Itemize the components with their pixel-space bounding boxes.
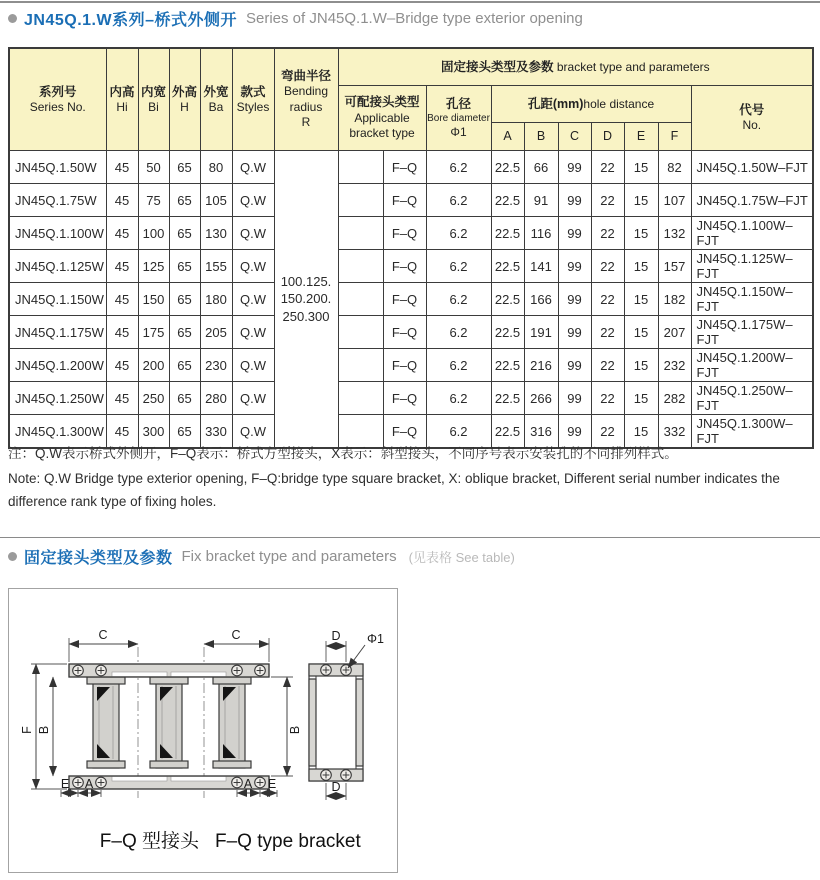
cell-bracket-spacer [338,349,383,382]
cell-hole-a: 22.5 [491,415,524,449]
cell-hole-f: 132 [658,217,691,250]
cell-hole-d: 22 [591,349,624,382]
col-hi-en: Hi [116,99,128,114]
cell-hole-b: 191 [524,316,558,349]
col-header-bending-radius [274,48,338,151]
col-bore-sub: Φ1 [450,124,467,139]
cell-bore: 6.2 [426,382,491,415]
col-ba-en: Ba [208,99,224,114]
col-bore-zh: 孔径 [445,96,471,111]
cell-hole-d: 22 [591,217,624,250]
side-view [309,664,363,781]
dim-d-bottom [326,780,346,800]
dim-b-left [37,677,53,776]
col-header-applicable [338,86,426,151]
cell-h: 65 [169,316,200,349]
cell-hi: 45 [106,382,138,415]
cell-series: JN45Q.1.75W [9,184,106,217]
cell-hole-f: 82 [658,151,691,184]
cell-bore: 6.2 [426,151,491,184]
cell-hole-b: 66 [524,151,558,184]
cell-hole-e: 15 [624,382,658,415]
cell-series: JN45Q.1.250W [9,382,106,415]
cell-ba: 230 [200,349,232,382]
cell-hole-d: 22 [591,316,624,349]
cell-hole-b: 91 [524,184,558,217]
page-top-rule [0,1,820,3]
cell-hole-b: 266 [524,382,558,415]
cell-bracket-spacer [338,184,383,217]
col-bend-en2: radius [289,99,323,114]
bracket-diagram [8,588,398,873]
cell-hole-a: 22.5 [491,283,524,316]
col-header-hole-f: F [658,123,691,151]
spec-table [8,47,814,449]
cell-h: 65 [169,283,200,316]
cell-style: Q.W [232,316,274,349]
dim-b-right [271,677,302,776]
cell-hole-c: 99 [558,382,591,415]
cell-bracket: F–Q [383,283,426,316]
cell-hole-e: 15 [624,316,658,349]
cell-bracket: F–Q [383,151,426,184]
cell-bending-radius: 100.125. 150.200. 250.300 [274,151,338,449]
col-hi-zh: 内高 [109,84,135,99]
cell-hole-b: 166 [524,283,558,316]
cell-hi: 45 [106,184,138,217]
cell-bore: 6.2 [426,415,491,449]
cell-series: JN45Q.1.50W [9,151,106,184]
cell-hole-c: 99 [558,415,591,449]
cell-code: JN45Q.1.150W–FJT [691,283,813,316]
cell-series: JN45Q.1.125W [9,250,106,283]
col-header-hole-b: B [524,123,558,151]
cell-hole-f: 332 [658,415,691,449]
col-header-series [9,48,106,151]
section1-title-zh: JN45Q.1.W系列–桥式外侧开 [24,12,237,29]
cell-hole-e: 15 [624,151,658,184]
spec-table-body [9,151,813,449]
cell-hole-c: 99 [558,250,591,283]
cell-series: JN45Q.1.100W [9,217,106,250]
cell-h: 65 [169,217,200,250]
col-styles-en: Styles [236,99,270,114]
col-appl-en2: bracket type [349,126,415,141]
table-row [9,316,813,349]
cell-bracket: F–Q [383,382,426,415]
section2-title-en: Fix bracket type and parameters [181,548,397,565]
cell-style: Q.W [232,250,274,283]
cell-bi: 50 [138,151,169,184]
cell-hi: 45 [106,250,138,283]
cell-hole-d: 22 [591,151,624,184]
cell-bracket: F–Q [383,316,426,349]
col-code-en: No. [742,118,762,133]
cell-hole-c: 99 [558,184,591,217]
cell-hole-a: 22.5 [491,349,524,382]
cell-bracket: F–Q [383,349,426,382]
dim-label-d: D [331,780,341,794]
diagram-caption-en: F–Q type bracket [215,831,361,852]
col-header-hole-e: E [624,123,658,151]
cell-bi: 100 [138,217,169,250]
cell-bracket: F–Q [383,184,426,217]
cell-hole-c: 99 [558,217,591,250]
col-header-ba [200,48,232,151]
cell-hole-d: 22 [591,382,624,415]
col-h-en: H [180,99,189,114]
col-bend-en3: R [301,115,311,130]
notes-block [8,442,814,513]
cell-hi: 45 [106,349,138,382]
cell-hole-c: 99 [558,316,591,349]
group-header-zh: 固定接头类型及参数 [441,59,554,74]
bullet-icon [8,552,17,561]
table-row [9,283,813,316]
col-header-h [169,48,200,151]
cell-hole-a: 22.5 [491,217,524,250]
col-h-zh: 外高 [171,84,197,99]
col-header-hole-distance [491,86,691,123]
col-ba-zh: 外宽 [203,84,229,99]
col-code-zh: 代号 [739,103,765,118]
section1-title-en: Series of JN45Q.1.W–Bridge type exterior opening [246,10,583,27]
cell-hole-f: 107 [658,184,691,217]
col-appl-en1: Applicable [354,110,410,125]
col-appl-zh: 可配接头类型 [344,95,420,110]
cell-ba: 180 [200,283,232,316]
dim-label-e: E [267,777,277,791]
cell-ba: 130 [200,217,232,250]
cell-series: JN45Q.1.200W [9,349,106,382]
col-series-en: Series No. [29,99,86,114]
cell-series: JN45Q.1.150W [9,283,106,316]
cell-bracket-spacer [338,151,383,184]
cell-hole-b: 141 [524,250,558,283]
cell-code: JN45Q.1.100W–FJT [691,217,813,250]
cell-ba: 80 [200,151,232,184]
col-bend-zh: 弯曲半径 [280,68,331,83]
dim-c-left [69,628,138,662]
cell-hole-c: 99 [558,349,591,382]
cell-hi: 45 [106,316,138,349]
section1-title [8,7,583,30]
cell-h: 65 [169,151,200,184]
cell-bore: 6.2 [426,250,491,283]
cell-bracket: F–Q [383,250,426,283]
cell-hole-c: 99 [558,151,591,184]
diagram-caption-zh: F–Q 型接头 [99,831,199,852]
dim-label-b: B [288,725,302,735]
table-row [9,382,813,415]
cell-hole-f: 282 [658,382,691,415]
cell-hole-a: 22.5 [491,250,524,283]
dim-label-a: A [84,777,94,791]
cell-hole-f: 232 [658,349,691,382]
cell-hi: 45 [106,151,138,184]
col-header-hole-c: C [558,123,591,151]
cell-bore: 6.2 [426,349,491,382]
cell-code: JN45Q.1.175W–FJT [691,316,813,349]
cell-bi: 125 [138,250,169,283]
col-holes-en: hole distance [583,96,655,111]
col-bore-en: Bore diameter [427,112,490,124]
cell-hole-a: 22.5 [491,184,524,217]
dim-phi1 [348,632,384,668]
col-header-hi [106,48,138,151]
dim-label-a: A [243,777,253,791]
cell-ba: 280 [200,382,232,415]
table-row [9,250,813,283]
cell-hole-a: 22.5 [491,382,524,415]
bracket-drawing [9,589,397,872]
cell-code: JN45Q.1.300W–FJT [691,415,813,449]
table-row [9,349,813,382]
cell-hole-d: 22 [591,184,624,217]
cell-h: 65 [169,415,200,449]
cell-bore: 6.2 [426,184,491,217]
dim-label-d: D [331,629,341,643]
cell-style: Q.W [232,151,274,184]
table-row [9,184,813,217]
dim-d-top [326,629,346,662]
cell-h: 65 [169,184,200,217]
cell-code: JN45Q.1.125W–FJT [691,250,813,283]
cell-h: 65 [169,349,200,382]
cell-hole-e: 15 [624,283,658,316]
note-zh: 注：Q.W表示桥式外侧开，F–Q表示：桥式方型接头，X表示：斜型接头，不同序号表示安装孔的不同排列样式。 [8,446,678,461]
cell-hole-e: 15 [624,349,658,382]
group-header-en: bracket type and parameters [556,59,710,74]
dim-c-right [204,628,269,662]
cell-bore: 6.2 [426,217,491,250]
cell-style: Q.W [232,283,274,316]
table-row [9,217,813,250]
col-bi-zh: 内宽 [140,84,166,99]
cell-hole-b: 316 [524,415,558,449]
cell-hole-a: 22.5 [491,316,524,349]
cell-ba: 205 [200,316,232,349]
col-header-bore [426,86,491,151]
cell-h: 65 [169,250,200,283]
col-bend-en1: Bending [283,84,329,99]
cell-code: JN45Q.1.50W–FJT [691,151,813,184]
cell-hole-e: 15 [624,217,658,250]
dim-label-c: C [98,628,108,642]
cell-ba: 105 [200,184,232,217]
col-holes-zh: 孔距(mm) [527,96,584,111]
dim-label-f: F [20,726,34,734]
cell-h: 65 [169,382,200,415]
cell-hole-a: 22.5 [491,151,524,184]
dim-label-b: B [37,725,51,735]
cell-code: JN45Q.1.75W–FJT [691,184,813,217]
bullet-icon [8,14,17,23]
cell-hi: 45 [106,283,138,316]
cell-ba: 330 [200,415,232,449]
cell-hole-e: 15 [624,184,658,217]
cell-bi: 250 [138,382,169,415]
col-header-hole-d: D [591,123,624,151]
section2-title [8,545,515,568]
cell-bracket-spacer [338,250,383,283]
section-divider [0,537,820,538]
cell-hi: 45 [106,217,138,250]
cell-hole-b: 116 [524,217,558,250]
cell-bi: 75 [138,184,169,217]
section2-title-zh: 固定接头类型及参数 [24,550,173,567]
cell-hole-f: 207 [658,316,691,349]
cell-hole-f: 157 [658,250,691,283]
cell-bi: 200 [138,349,169,382]
col-series-zh: 系列号 [38,84,77,99]
cell-bore: 6.2 [426,283,491,316]
cell-series: JN45Q.1.300W [9,415,106,449]
cell-hole-c: 99 [558,283,591,316]
see-table-note: (见表格 See table) [408,550,515,565]
cell-style: Q.W [232,184,274,217]
cell-hole-d: 22 [591,250,624,283]
cell-hole-f: 182 [658,283,691,316]
cell-series: JN45Q.1.175W [9,316,106,349]
note-en: Note: Q.W Bridge type exterior opening, F–Q:bridge type square bracket, X: oblique bracket, Different serial number indicates the difference rank type of fixing holes. [8,471,780,509]
cell-style: Q.W [232,415,274,449]
cell-bore: 6.2 [426,316,491,349]
cell-bi: 150 [138,283,169,316]
group-header-bracket [338,48,813,86]
cell-bracket-spacer [338,283,383,316]
cell-style: Q.W [232,217,274,250]
col-header-styles [232,48,274,151]
dim-label-c: C [231,628,241,642]
cell-hole-e: 15 [624,250,658,283]
cell-hole-d: 22 [591,283,624,316]
cell-style: Q.W [232,382,274,415]
cell-bracket-spacer [338,316,383,349]
dim-label-e: E [60,777,70,791]
cell-bi: 300 [138,415,169,449]
col-bi-en: Bi [148,99,159,114]
cell-hole-b: 216 [524,349,558,382]
cell-code: JN45Q.1.250W–FJT [691,382,813,415]
table-row [9,151,813,184]
cell-hole-e: 15 [624,415,658,449]
col-header-bi [138,48,169,151]
cell-bracket: F–Q [383,217,426,250]
col-header-code [691,86,813,151]
cell-ba: 155 [200,250,232,283]
cell-hi: 45 [106,415,138,449]
cell-bracket-spacer [338,382,383,415]
cell-bracket: F–Q [383,415,426,449]
link-plates [87,677,251,768]
cell-bracket-spacer [338,217,383,250]
cell-style: Q.W [232,349,274,382]
dim-label-phi1: Φ1 [367,632,384,646]
cell-code: JN45Q.1.200W–FJT [691,349,813,382]
col-styles-zh: 款式 [240,84,266,99]
cell-bi: 175 [138,316,169,349]
cell-hole-d: 22 [591,415,624,449]
col-header-hole-a: A [491,123,524,151]
